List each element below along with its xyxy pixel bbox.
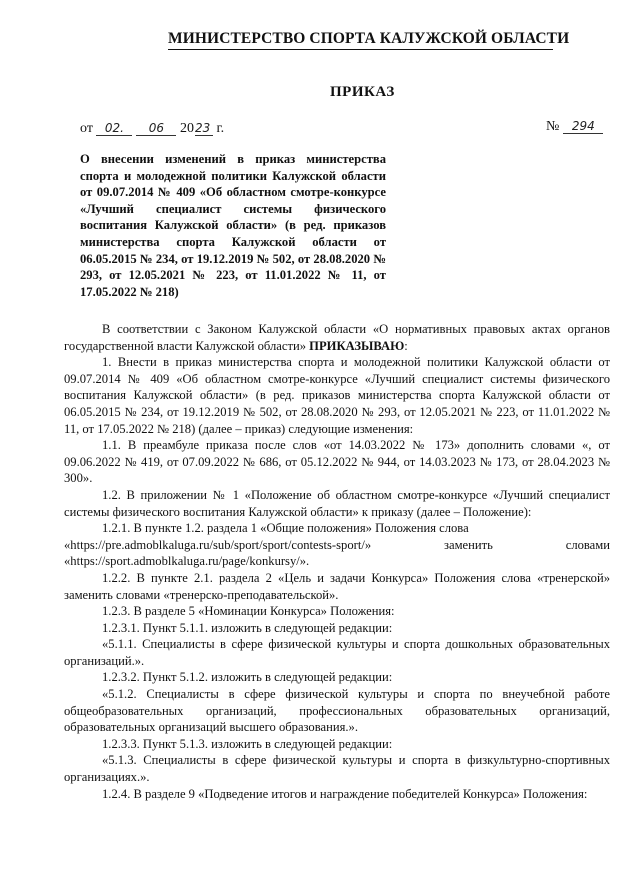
ministry-heading: МИНИСТЕРСТВО СПОРТА КАЛУЖСКОЙ ОБЛАСТИ: [168, 30, 553, 50]
date-prefix: от: [80, 121, 93, 136]
paragraph-1-2-4: 1.2.4. В разделе 9 «Подведение итогов и награждение победителей Конкурса» Положения:: [102, 786, 588, 801]
paragraph-1-2-1: 1.2.1. В пункте 1.2. раздела 1 «Общие положения» Положения слова: [102, 521, 469, 536]
paragraph-1-2-3-1: 1.2.3.1. Пункт 5.1.1. изложить в следующей редакции:: [102, 620, 393, 635]
paragraph-1-2-2: 1.2.2. В пункте 2.1. раздела 2 «Цель и задачи Конкурса» Положения слова «тренерской» заменить словами «тренерско-преподавательской».: [64, 570, 610, 602]
preamble-text: В соответствии с Законом Калужской области «О нормативных правовых актах органов государственной власти Калужской области»: [64, 322, 610, 353]
paragraph-1-2-3-3: 1.2.3.3. Пункт 5.1.3. изложить в следующей редакции:: [102, 736, 393, 751]
new-url: «https://sport.admoblkaluga.ru/page/konkursy/».: [64, 554, 310, 569]
preamble-end: :: [404, 338, 408, 353]
paragraph-1: 1. Внести в приказ министерства спорта и молодежной политики Калужской области от 09.07.2014 № 409 «Об областном смотре-конкурсе «Лучший специалист системы физического воспитания Калужской области» (в ред. приказов министерства спорта Калужской области от 06.05.2015 № 234, от 19.12.2019 № 502, от 28.08.2020 № 293, от 12.05.2021 № 223, от 11.01.2022 № 11, от 17.05.2022 № 218) (далее – приказ) следующие изменения:: [64, 355, 610, 436]
preamble-paragraph: [64, 321, 610, 354]
paragraph-1-1: 1.1. В преамбуле приказа после слов «от 14.03.2022 № 173» дополнить словами «, от 09.06.2022 № 419, от 07.09.2022 № 686, от 05.12.2022 № 944, от 14.03.2023 № 173, от 28.04.2023 № 300».: [64, 438, 610, 486]
handwritten-order-number: 294: [563, 120, 603, 134]
paragraph-1-2-3-2: 1.2.3.2. Пункт 5.1.2. изложить в следующей редакции:: [102, 670, 393, 685]
order-directive: ПРИКАЗЫВАЮ: [309, 338, 405, 353]
handwritten-date-day: 02.: [96, 122, 132, 136]
paragraph-1-2: 1.2. В приложении № 1 «Положение об областном смотре-конкурсе «Лучший специалист системы физического воспитания Калужской области» к приказу (далее – Положение):: [64, 487, 610, 519]
words-word: словами: [565, 537, 610, 552]
quoted-5-1-2: «5.1.2. Специалисты в сфере физической культуры и спорта по внеучебной работе общеобразовательных организаций, профессиональных образовательных организаций, образовательных организаций высшего образования.».: [64, 687, 610, 735]
order-date: [80, 121, 224, 137]
replace-word: заменить: [444, 537, 493, 552]
date-suffix: г.: [216, 121, 225, 136]
order-number: [546, 119, 603, 135]
quoted-5-1-1: «5.1.1. Специалисты в сфере физической культуры и спорта дошкольных образовательных организаций.».: [64, 637, 610, 668]
order-subject: О внесении изменений в приказ министерства спорта и молодежной политики Калужской области от 09.07.2014 № 409 «Об областном смотре-конкурсе «Лучший специалист системы физического воспитания Калужской области» (в ред. приказов министерства спорта Калужской области от 06.05.2015 № 234, от 19.12.2019 № 502, от 28.08.2020 № 293, от 12.05.2021 № 223, от 11.01.2022 № 11, от 17.05.2022 № 218): [80, 152, 386, 299]
date-year-prefix: 20: [179, 121, 194, 136]
document-type-title: ПРИКАЗ: [330, 84, 395, 100]
handwritten-date-month: 06: [136, 122, 176, 136]
number-sign: №: [546, 119, 560, 134]
url-replacement-row: [64, 537, 610, 554]
handwritten-date-year: 23: [195, 122, 213, 136]
paragraph-1-2-3: 1.2.3. В разделе 5 «Номинации Конкурса» Положения:: [102, 604, 395, 619]
quoted-5-1-3: «5.1.3. Специалисты в сфере физической культуры и спорта в физкультурно-спортивных организациях.».: [64, 753, 610, 785]
old-url: «https://pre.admoblkaluga.ru/sub/sport/sport/contests-sport/»: [64, 537, 372, 552]
order-body: [64, 321, 610, 802]
